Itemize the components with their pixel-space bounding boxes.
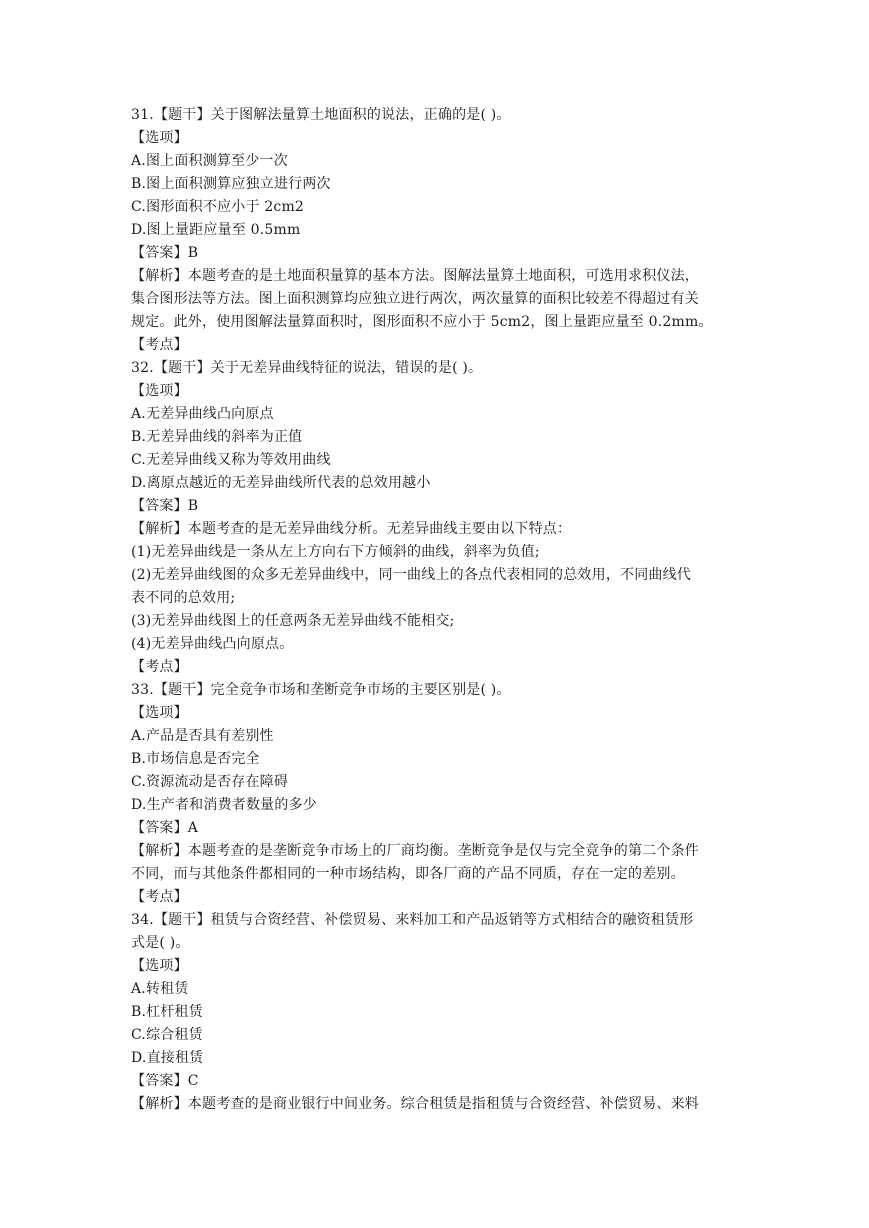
analysis-line: 表不同的总效用;	[131, 590, 236, 606]
question-34	[131, 909, 743, 1116]
question-stem: 34.【题干】租赁与合资经营、补偿贸易、来料加工和产品返销等方式相结合的融资租赁形	[131, 912, 694, 928]
analysis-line: 规定。此外，使用图解法量算面积时，图形面积不应小于 5cm2，图上量距应量至 0.2mm。	[131, 314, 713, 330]
analysis-line: 不同，而与其他条件都相同的一种市场结构，即各厂商的产品不同质，存在一定的差别。	[131, 866, 685, 882]
answer: 【答案】B	[131, 498, 199, 514]
options-label: 【选项】	[131, 130, 188, 146]
question-33	[131, 679, 743, 909]
question-stem: 31.【题干】关于图解法量算土地面积的说法，正确的是( )。	[131, 107, 511, 123]
option-b: B.图上面积测算应独立进行两次	[131, 176, 331, 192]
option-c: C.无差异曲线又称为等效用曲线	[131, 452, 331, 468]
question-stem: 33.【题干】完全竞争市场和垄断竞争市场的主要区别是( )。	[131, 682, 511, 698]
kaodian-label: 【考点】	[131, 659, 188, 675]
options-label: 【选项】	[131, 705, 188, 721]
option-a: A.转租赁	[131, 981, 189, 997]
kaodian-label: 【考点】	[131, 889, 188, 905]
option-b: B.杠杆租赁	[131, 1004, 203, 1020]
analysis-line: (1)无差异曲线是一条从左上方向右下方倾斜的曲线，斜率为负值;	[131, 544, 540, 560]
analysis-line: 【解析】本题考查的是商业银行中间业务。综合租赁是指租赁与合资经营、补偿贸易、来料	[131, 1096, 699, 1112]
analysis-line: (3)无差异曲线图上的任意两条无差异曲线不能相交;	[131, 613, 455, 629]
analysis-line: 集合图形法等方法。图上面积测算均应独立进行两次，两次量算的面积比较差不得超过有关	[131, 291, 699, 307]
kaodian-label: 【考点】	[131, 337, 188, 353]
question-32	[131, 357, 743, 679]
options-label: 【选项】	[131, 383, 188, 399]
analysis-line: (2)无差异曲线图的众多无差异曲线中，同一曲线上的各点代表相同的总效用，不同曲线代	[131, 567, 692, 583]
option-c: C.图形面积不应小于 2cm2	[131, 199, 305, 215]
analysis-line: 【解析】本题考查的是垄断竞争市场上的厂商均衡。垄断竞争是仅与完全竞争的第二个条件	[131, 843, 699, 859]
option-b: B.市场信息是否完全	[131, 751, 260, 767]
answer: 【答案】B	[131, 245, 199, 261]
option-d: D.图上量距应量至 0.5mm	[131, 222, 301, 238]
option-d: D.生产者和消费者数量的多少	[131, 797, 317, 813]
question-stem: 32.【题干】关于无差异曲线特征的说法，错误的是( )。	[131, 360, 483, 376]
question-stem: 式是( )。	[131, 935, 190, 951]
document-page	[131, 104, 743, 1116]
option-d: D.直接租赁	[131, 1050, 204, 1066]
option-c: C.综合租赁	[131, 1027, 203, 1043]
option-b: B.无差异曲线的斜率为正值	[131, 429, 303, 445]
answer: 【答案】C	[131, 1073, 199, 1089]
analysis-line: 【解析】本题考查的是无差异曲线分析。无差异曲线主要由以下特点：	[131, 521, 572, 537]
options-label: 【选项】	[131, 958, 188, 974]
option-d: D.离原点越近的无差异曲线所代表的总效用越小	[131, 475, 431, 491]
question-31	[131, 104, 743, 357]
option-a: A.图上面积测算至少一次	[131, 153, 288, 169]
answer: 【答案】A	[131, 820, 199, 836]
option-c: C.资源流动是否存在障碍	[131, 774, 289, 790]
analysis-line: (4)无差异曲线凸向原点。	[131, 636, 294, 652]
analysis-line: 【解析】本题考查的是土地面积量算的基本方法。图解法量算土地面积，可选用求积仪法，	[131, 268, 699, 284]
option-a: A.产品是否具有差别性	[131, 728, 274, 744]
option-a: A.无差异曲线凸向原点	[131, 406, 274, 422]
